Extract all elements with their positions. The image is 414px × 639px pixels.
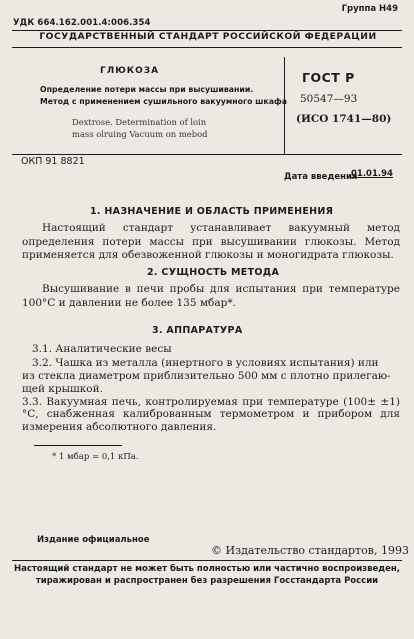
- date-value: 01.01.94: [351, 169, 393, 179]
- footnote-rule: [34, 445, 122, 446]
- title-divider: [284, 57, 285, 155]
- document-title: ГЛЮКОЗА: [100, 66, 160, 76]
- title-russian: [40, 84, 287, 108]
- section-2-heading: 2. СУЩНОСТЬ МЕТОДА: [147, 267, 280, 278]
- gost-label: ГОСТ Р: [302, 70, 355, 85]
- item-3-2-line-1: 3.2. Чашка из металла (инертного в условиях испытания) или: [32, 357, 379, 369]
- title-en-line-2: mass olruing Vacuum on mebod: [72, 129, 208, 139]
- standard-heading: ГОСУДАРСТВЕННЫЙ СТАНДАРТ РОССИЙСКОЙ ФЕДЕРАЦИИ: [39, 31, 377, 42]
- official-edition-label: Издание официальное: [37, 535, 150, 545]
- item-3-3-text: 3.3. Вакуумная печь, контролируемая при температуре (100± ±1)°С, снабженная калиброванным термометром и прибором для измерения абсолютного давления.: [22, 395, 400, 433]
- title-ru-line-2: Метод с применением сушильного вакуумного шкафа: [40, 97, 287, 106]
- reproduction-notice: Настоящий стандарт не может быть полностью или частично воспроизведен, тиражирован и распространен без разрешения Госстандарта России: [13, 564, 401, 586]
- item-3-1: 3.1. Аналитические весы: [32, 343, 172, 355]
- footnote: * 1 мбар = 0,1 кПа.: [52, 452, 139, 462]
- heading-rule: [12, 47, 402, 48]
- title-english: [72, 116, 208, 140]
- title-ru-line-1: Определение потери массы при высушивании.: [40, 85, 254, 94]
- item-3-2-line-2: из стекла диаметром приблизительно 500 мм с плотно прилегаю-: [22, 370, 391, 382]
- section-3-heading: 3. АППАРАТУРА: [152, 325, 243, 336]
- date-label: Дата введения: [284, 172, 358, 182]
- item-3-3: [22, 383, 400, 433]
- gost-number: 50547—93: [300, 93, 358, 105]
- iso-reference: (ИСО 1741—80): [296, 113, 392, 125]
- title-block-rule: [12, 154, 402, 155]
- udc-code: УДК 664.162.001.4:006.354: [13, 18, 151, 28]
- copyright-line: © Издательство стандартов, 1993: [211, 544, 409, 557]
- okp-code: ОКП 91 8821: [21, 156, 85, 167]
- section-2-text: Высушивание в печи пробы для испытания при температуре 100°С и давлении не более 135 мбар*.: [22, 283, 400, 309]
- footer-rule: [12, 560, 402, 561]
- item-3-2-line-3: щей крышкой.: [22, 383, 103, 395]
- group-code: Группа Н49: [341, 4, 398, 14]
- section-1-heading: 1. НАЗНАЧЕНИЕ И ОБЛАСТЬ ПРИМЕНЕНИЯ: [90, 206, 334, 217]
- section-1-text: Настоящий стандарт устанавливает вакуумный метод определения потери массы при высушивании глюкозы. Метод применяется для обезвоженной глюкозы и моногидрата глюкозы.: [22, 222, 400, 261]
- title-en-line-1: Dextrose. Determination of loin: [72, 117, 207, 127]
